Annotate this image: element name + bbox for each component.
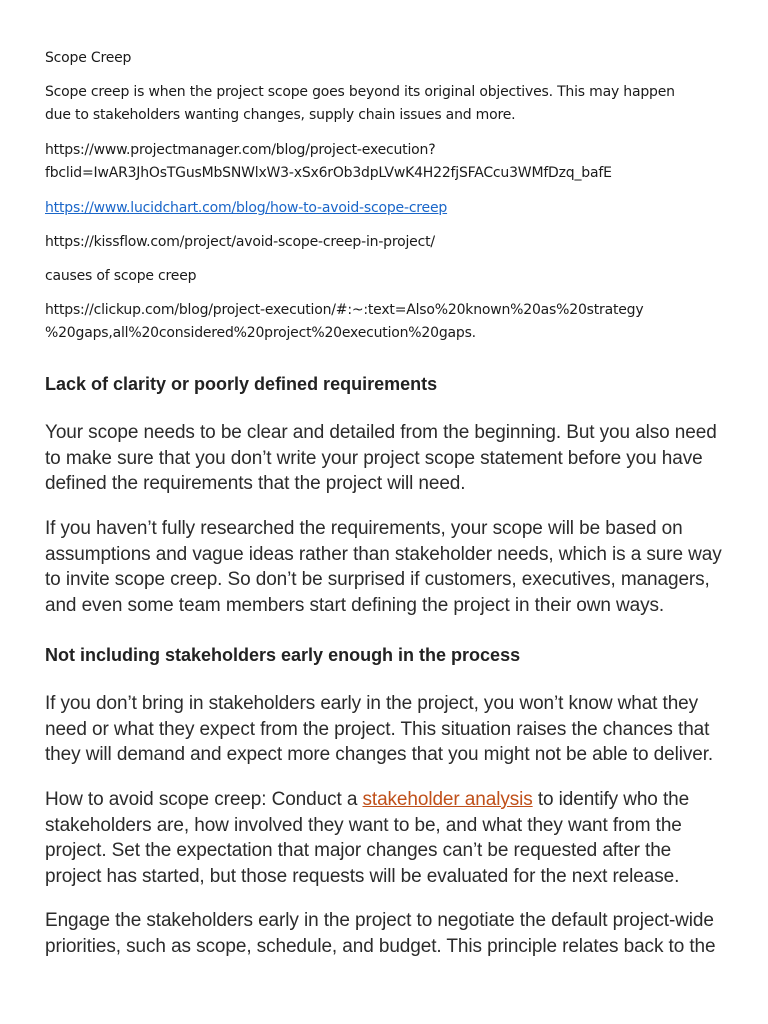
paragraph-line: assumptions and vague ideas rather than stakeholder needs, which is a sure way — [45, 543, 722, 565]
url-projectmanager-line-1: https://www.projectmanager.com/blog/project-execution? — [45, 142, 436, 158]
paragraph-line: If you haven’t fully researched the requirements, your scope will be based on — [45, 518, 683, 539]
url-projectmanager-line-2: fbclid=IwAR3JhOsTGusMbSNWlxW3-xSx6rOb3dpLVwK4H22fjSFACcu3WMfDzq_bafE — [45, 165, 612, 181]
notes-title: Scope Creep — [45, 50, 132, 66]
url-lucidchart-paragraph — [45, 197, 735, 220]
url-clickup-line-2: %20gaps,all%20considered%20project%20execution%20gaps. — [45, 325, 476, 341]
paragraph-line: Engage the stakeholders early in the project to negotiate the default project-wide — [45, 910, 714, 931]
section-heading-stakeholders: Not including stakeholders early enough in the process — [45, 645, 521, 665]
paragraph-clarity-1 — [45, 420, 735, 497]
paragraph-line: Your scope needs to be clear and detailed from the beginning. But you also need — [45, 422, 717, 443]
paragraph-line: to invite scope creep. So don’t be surprised if customers, executives, managers, — [45, 569, 710, 590]
paragraph-stakeholders-2 — [45, 787, 735, 889]
url-projectmanager — [45, 139, 735, 185]
paragraph-line: need or what they expect from the project. This situation raises the chances that — [45, 718, 710, 740]
paragraph-stakeholders-1 — [45, 691, 735, 768]
paragraph-text: How to avoid scope creep: Conduct a — [45, 789, 363, 810]
paragraph-line: priorities, such as scope, schedule, and budget. This principle relates back to the — [45, 935, 716, 957]
paragraph-line: project has started, but those requests will be evaluated for the next release. — [45, 865, 680, 887]
paragraph-text: to identify who the — [532, 789, 690, 810]
section-heading-clarity: Lack of clarity or poorly defined requirements — [45, 374, 438, 394]
paragraph-line: to make sure that you don’t write your project scope statement before you have — [45, 447, 703, 469]
stakeholder-analysis-link[interactable]: stakeholder analysis — [362, 789, 533, 810]
lucidchart-link[interactable]: https://www.lucidchart.com/blog/how-to-avoid-scope-creep — [45, 200, 448, 216]
paragraph-line: they will demand and expect more changes that you might not be able to deliver. — [45, 744, 714, 765]
definition-paragraph — [45, 81, 735, 127]
definition-line-1: Scope creep is when the project scope goes beyond its original objectives. This may happen — [45, 84, 675, 100]
definition-line-2: due to stakeholders wanting changes, supply chain issues and more. — [45, 107, 516, 123]
paragraph-stakeholders-3 — [45, 908, 735, 959]
url-kissflow: https://kissflow.com/project/avoid-scope-creep-in-project/ — [45, 234, 435, 250]
paragraph-clarity-2 — [45, 516, 735, 618]
paragraph-line: If you don’t bring in stakeholders early in the project, you won’t know what they — [45, 693, 699, 714]
url-clickup — [45, 299, 735, 345]
paragraph-line: stakeholders are, how involved they want to be, and what they want from the — [45, 814, 682, 836]
paragraph-line: project. Set the expectation that major changes can’t be requested after the — [45, 840, 672, 861]
url-clickup-line-1: https://clickup.com/blog/project-execution/#:~:text=Also%20known%20as%20strategy — [45, 302, 644, 318]
paragraph-line: defined the requirements that the project will need. — [45, 473, 466, 494]
causes-label: causes of scope creep — [45, 268, 197, 284]
paragraph-line: and even some team members start defining the project in their own ways. — [45, 594, 665, 616]
